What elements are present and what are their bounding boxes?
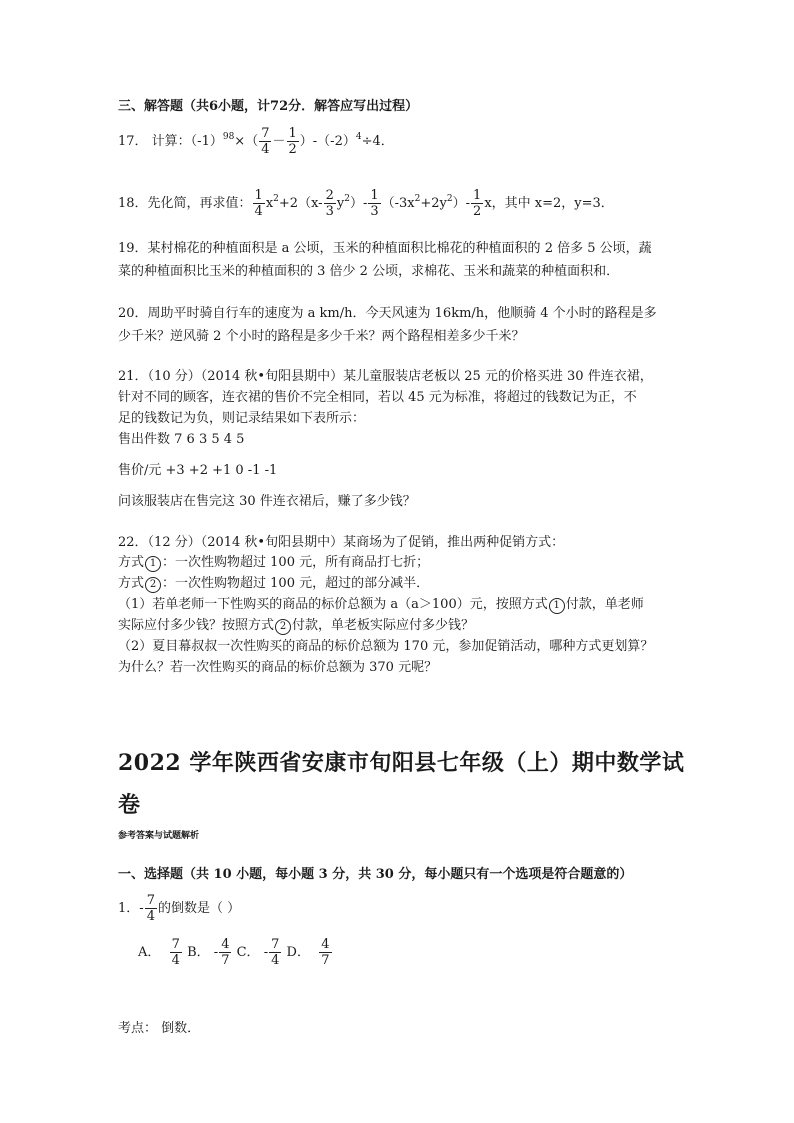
circled-number: 2 (275, 619, 291, 635)
circled-number: 1 (549, 598, 565, 614)
question-22-method-2: 方式 2 ：一次性购物超过 100 元，超过的部分减半． (118, 576, 430, 591)
question-22-sub-1-line-1: （1）若单老师一下性购买的商品的标价总额为 a（a＞100）元，按照方式 1 付款，单老师 (118, 597, 644, 612)
exam-subtitle: 参考答案与试题解析 (118, 831, 200, 841)
question-21-ask: 问该服装店在售完这 30 件连衣裙后，赚了多少钱？ (118, 494, 416, 509)
section-1-heading: 一、选择题（共 10 小题，每小题 3 分，共 30 分，每小题只有一个选项是符合题意的） (118, 867, 633, 882)
question-21-line-3: 足的钱数记为负，则记录结果如下表所示： (118, 411, 366, 426)
question-21-row-1: 售出件数 7 6 3 5 4 5 (118, 432, 245, 447)
fraction: $\frac{1}{3}$ (370, 188, 379, 219)
fraction: $\frac{7}{4}$ (271, 937, 280, 968)
fraction: $\frac{2}{3}$ (325, 188, 334, 219)
question-19-line-2: 菜的种植面积比玉米的种植面积的 3 倍少 2 公顷，求棉花、玉米和蔬菜的种植面积和． (118, 264, 620, 279)
question-22-sub-2-line-1: （2）夏目幕叔叔一次性购买的商品的标价总额为 170 元，参加促销活动，哪种方式更划算？ (118, 639, 654, 654)
option-b: B． - $\frac{4}{7}$ (187, 937, 230, 968)
question-20-line-2: 少千米？逆风骑 2 个小时的路程是多少千米？两个路程相差多少千米？ (118, 329, 525, 344)
option-d: D． $\frac{4}{7}$ (286, 937, 330, 968)
fraction: $\frac{1}{2}$ (473, 188, 482, 219)
fraction: $\frac{4}{7}$ (221, 937, 230, 968)
fraction: $\frac{7}{4}$ (146, 893, 155, 924)
question-1-options (138, 937, 333, 968)
question-19-line-1: 19．某村棉花的种植面积是 a 公顷，玉米的种植面积比棉花的种植面积的 2 倍多 5 公顷，蔬 (118, 241, 652, 256)
question-17: 17． 计算：$(-1)^{98}\times$（ $\frac{7}{4}$ － $\frac{1}{2}$ ）$-(-2)^4\div 4$． (118, 126, 394, 157)
question-1-kaodian: 考点： 倒数． (118, 1021, 201, 1036)
section-3-heading: 三、解答题（共6小题，计72分．解答应写出过程） (118, 99, 419, 114)
question-22-sub-2-line-2: 为什么？若一次性购买的商品的标价总额为 370 元呢？ (118, 660, 438, 675)
fraction: $\frac{1}{2}$ (288, 126, 297, 157)
question-20-line-1: 20．周助平时骑自行车的速度为 a km/h．今天风速为 16km/h，他顺骑 4 个小时的路程是多 (118, 306, 657, 321)
option-a: A． $\frac{7}{4}$ (138, 937, 180, 968)
question-22-sub-1-line-2: 实际应付多少钱？按照方式 2 付款，单老板实际应付多少钱？ (118, 618, 475, 633)
fraction: $\frac{1}{4}$ (254, 188, 263, 219)
option-c: C． - $\frac{7}{4}$ (236, 937, 280, 968)
question-22-line-1: 22．（12 分）（2014 秋•旬阳县期中）某商场为了促销，推出两种促销方式： (118, 535, 565, 550)
circled-number: 1 (145, 556, 161, 572)
fraction: $\frac{7}{4}$ (171, 937, 180, 968)
question-18: 18．先化简，再求值： $\frac{1}{4}$ $x^2+2(x-$ $\frac{2}{3}$ $y^2)-$ $\frac{1}{3}$ $(-3x^2+2y^2)-$ $\frac{1}{2}$ x，其中 x=2，y=3． (118, 188, 614, 219)
question-21-line-2: 针对不同的顾客，连衣裙的售价不完全相同，若以 45 元为标准，将超过的钱数记为正，不 (118, 390, 637, 405)
fraction: $\frac{7}{4}$ (261, 126, 270, 157)
question-21-row-2: 售价/元 +3 +2 +1 0 -1 -1 (118, 463, 278, 478)
exam-title-line-2: 卷 (118, 792, 141, 818)
question-21-line-1: 21．（10 分）（2014 秋•旬阳县期中）某儿童服装店老板以 25 元的价格买进 30 件连衣裙， (118, 369, 653, 384)
circled-number: 2 (145, 577, 161, 593)
fraction: $\frac{4}{7}$ (321, 937, 330, 968)
question-1: 1．- $\frac{7}{4}$ 的倒数是（ ） (118, 893, 241, 924)
question-22-method-1: 方式 1 ：一次性购物超过 100 元，所有商品打七折； (118, 555, 430, 570)
exam-title-line-1: 2022 学年陕西省安康市旬阳县七年级（上）期中数学试 (118, 750, 685, 776)
